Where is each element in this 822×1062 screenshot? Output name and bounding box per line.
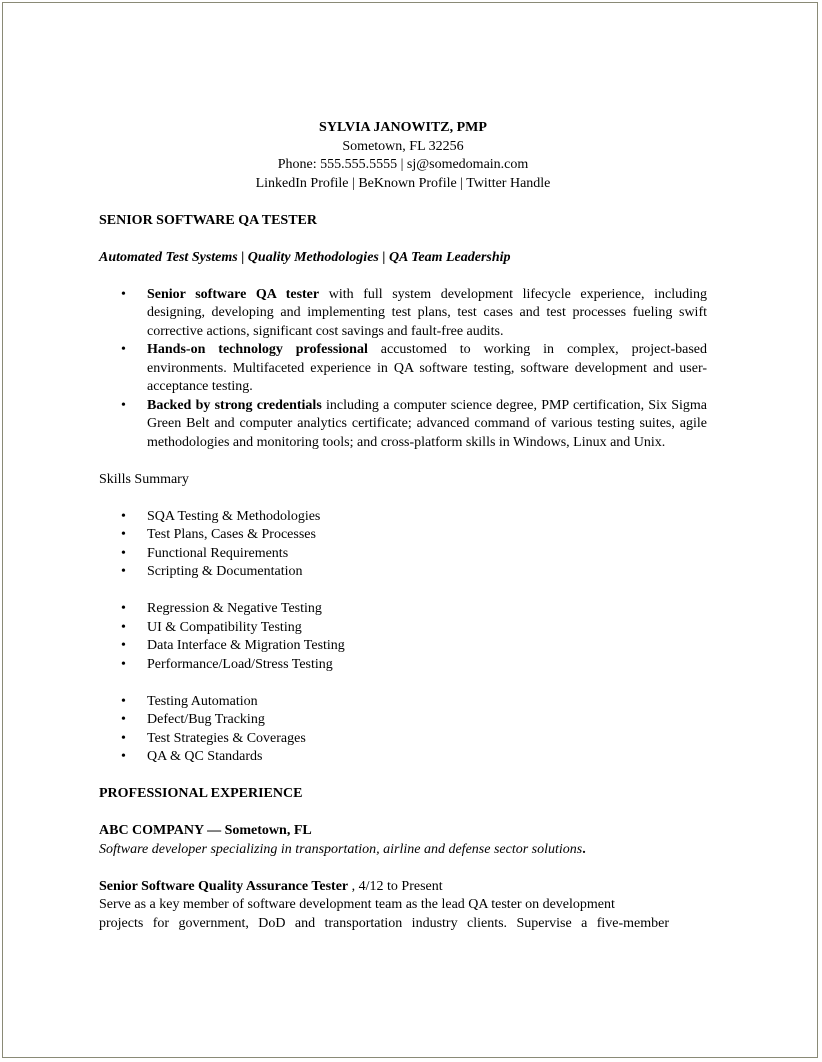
summary-item-text: with full system development lifecycle experience, including designing, developing and implementing test plans, test cases and test processes fueling swift corrective actions, significant cost savings and fault-free audits.: [147, 286, 707, 339]
summary-item-lead: Backed by strong credentials: [147, 397, 322, 413]
candidate-links: LinkedIn Profile | BeKnown Profile | Twitter Handle: [255, 175, 551, 191]
skill-item: • Testing Automation: [99, 693, 707, 712]
summary-item-lead: Hands-on technology professional: [147, 342, 368, 357]
company-name: ABC COMPANY — Sometown, FL: [99, 823, 312, 838]
skill-item: • Test Strategies & Coverages: [99, 730, 707, 749]
skill-item: • Defect/Bug Tracking: [99, 711, 707, 730]
candidate-contact: Phone: 555.555.5555 | sj@somedomain.com: [277, 157, 529, 172]
company-description-line: [99, 841, 707, 860]
skills-group-1: [99, 508, 707, 582]
skill-item: • Data Interface & Migration Testing: [99, 637, 707, 656]
skills-group-3: [99, 693, 707, 767]
company-description: Software developer specializing in transportation, airline and defense sector solutions: [99, 841, 583, 857]
summary-item-text: accustomed to working in complex, project-based environments. Multifaceted experience in QA software testing, software development and user-acceptance testing.: [147, 342, 708, 394]
company-description-end: .: [582, 841, 586, 857]
skill-item: • Functional Requirements: [99, 545, 707, 564]
resume-tagline: Automated Test Systems | Quality Methodologies | QA Team Leadership: [99, 249, 511, 265]
skill-item: • Performance/Load/Stress Testing: [99, 656, 707, 675]
role-description-line-1: Serve as a key member of software development team as the lead QA tester on development: [99, 897, 615, 912]
role-line: [99, 878, 707, 897]
skill-item: • QA & QC Standards: [99, 748, 707, 767]
summary-item: [99, 286, 707, 342]
skills-heading: Skills Summary: [99, 471, 189, 487]
summary-list: [99, 286, 707, 453]
skill-item: • Scripting & Documentation: [99, 563, 707, 582]
summary-item: [99, 341, 707, 397]
resume-document: [99, 119, 707, 933]
candidate-name: SYLVIA JANOWITZ, PMP: [319, 120, 487, 135]
resume-title: SENIOR SOFTWARE QA TESTER: [99, 212, 317, 228]
skill-item: • SQA Testing & Methodologies: [99, 508, 707, 527]
skill-item: • UI & Compatibility Testing: [99, 619, 707, 638]
summary-item-text: including a computer science degree, PMP certification, Six Sigma Green Belt and computer analytics certificate; advanced command of various testing suites, agile methodologies and monitoring tools; and cross-platform skills in Windows, Linux and Unix.: [147, 397, 708, 450]
role-description-line-2: projects for government, DoD and transportation industry clients. Supervise a five-member: [99, 915, 669, 931]
candidate-location: Sometown, FL 32256: [342, 138, 464, 154]
skill-item: • Test Plans, Cases & Processes: [99, 526, 707, 545]
summary-item: [99, 397, 707, 453]
skill-item: • Regression & Negative Testing: [99, 600, 707, 619]
summary-item-lead: Senior software QA tester: [147, 286, 320, 302]
role-title: Senior Software Quality Assurance Tester: [99, 878, 349, 894]
skills-group-2: [99, 600, 707, 674]
role-dates: , 4/12 to Present: [348, 878, 443, 894]
experience-heading: PROFESSIONAL EXPERIENCE: [99, 786, 303, 801]
